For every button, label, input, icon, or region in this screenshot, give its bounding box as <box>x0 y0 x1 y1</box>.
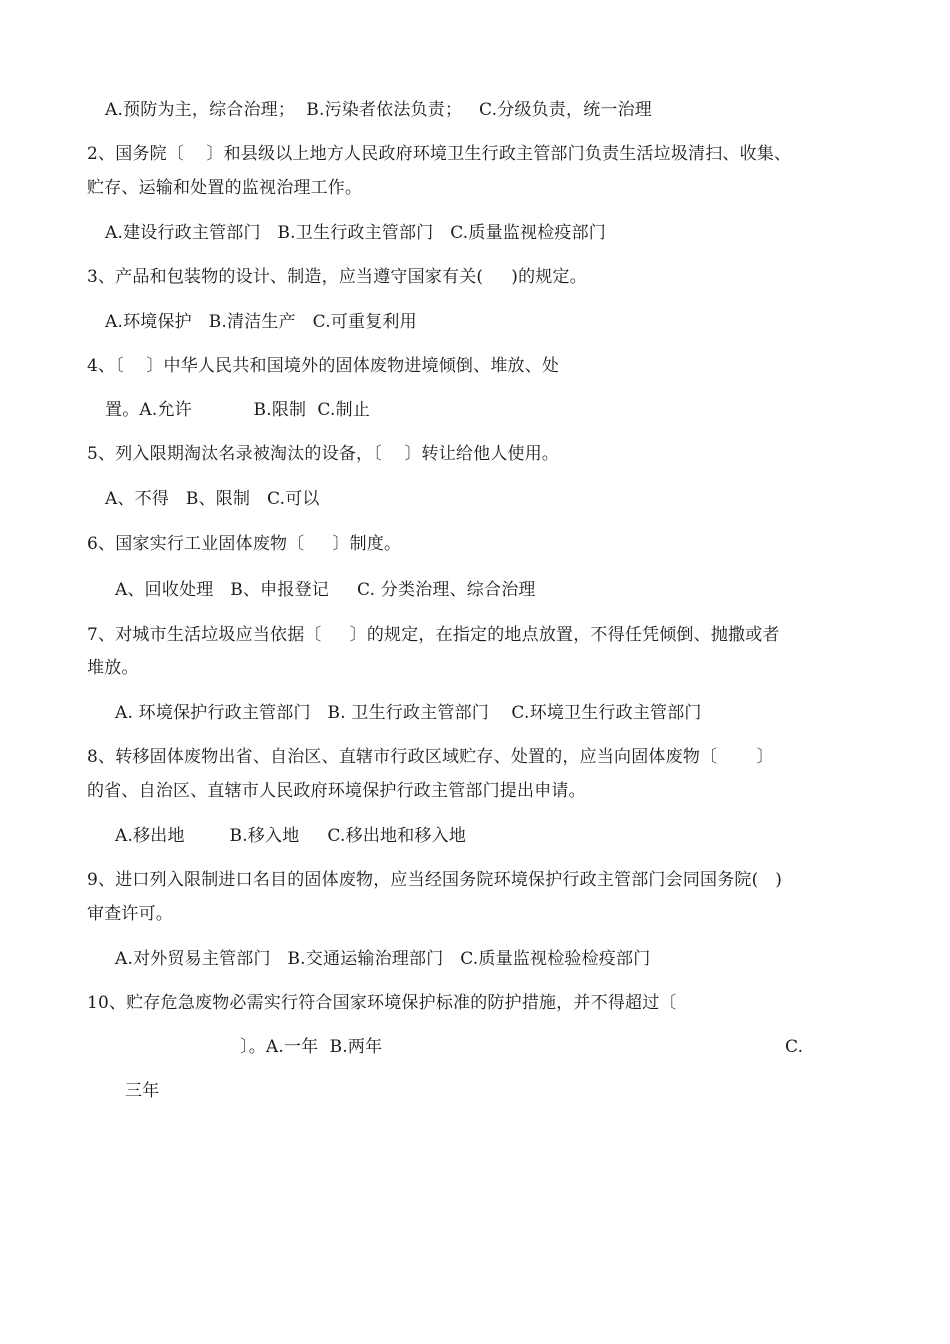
q7-options: A. 环境保护行政主管部门 B. 卫生行政主管部门 C.环境卫生行政主管部门 <box>115 703 702 723</box>
q5-text: 5、列入限期淘汰名录被淘汰的设备，〔 〕转让给他人使用。 <box>87 444 560 464</box>
q2-options: A.建设行政主管部门 B.卫生行政主管部门 C.质量监视检疫部门 <box>105 223 607 243</box>
q10-text-line2: 〕。A.一年 B.两年 <box>240 1037 383 1057</box>
q9-options: A.对外贸易主管部门 B.交通运输治理部门 C.质量监视检验检疫部门 <box>115 949 651 969</box>
q9-text-line2: 审查许可。 <box>87 904 173 924</box>
q10-text-line1: 10、贮存危急废物必需实行符合国家环境保护标准的防护措施，并不得超过〔 <box>87 993 677 1013</box>
q7-text-line2: 堆放。 <box>87 658 139 678</box>
q10-option-c-label: C. <box>785 1037 804 1057</box>
q8-text-line1: 8、转移固体废物出省、自治区、直辖市行政区域贮存、处置的，应当向固体废物〔 〕 <box>87 747 774 767</box>
q8-text-line2: 的省、自治区、直辖市人民政府环境保护行政主管部门提出申请。 <box>87 781 586 801</box>
q1-options: A.预防为主，综合治理； B.污染者依法负责； C.分级负责，统一治理 <box>105 100 652 120</box>
q4-text-line1: 4、〔 〕中华人民共和国境外的固体废物进境倾倒、堆放、处 <box>87 356 560 376</box>
q3-options: A.环境保护 B.清洁生产 C.可重复利用 <box>105 312 417 332</box>
q3-text: 3、产品和包装物的设计、制造，应当遵守国家有关( )的规定。 <box>87 267 587 287</box>
q10-option-c-text: 三年 <box>125 1081 160 1101</box>
q8-options: A.移出地 B.移入地 C.移出地和移入地 <box>115 826 467 846</box>
q4-text-line2: 置。A.允许 B.限制 C.制止 <box>105 400 371 420</box>
q6-options: A、回收处理 B、申报登记 C. 分类治理、综合治理 <box>115 580 536 600</box>
q7-text-line1: 7、对城市生活垃圾应当依据〔 〕的规定，在指定的地点放置，不得任凭倾倒、抛撒或者 <box>87 625 780 645</box>
q2-text-line1: 2、国务院〔 〕和县级以上地方人民政府环境卫生行政主管部门负责生活垃圾清扫、收集、 <box>87 144 792 164</box>
q2-text-line2: 贮存、运输和处置的监视治理工作。 <box>87 178 363 198</box>
q5-options: A、不得 B、限制 C.可以 <box>105 489 320 509</box>
q9-text-line1: 9、进口列入限制进口名目的固体废物，应当经国务院环境保护行政主管部门会同国务院( ) <box>87 870 783 890</box>
q6-text: 6、国家实行工业固体废物〔 〕制度。 <box>87 534 402 554</box>
